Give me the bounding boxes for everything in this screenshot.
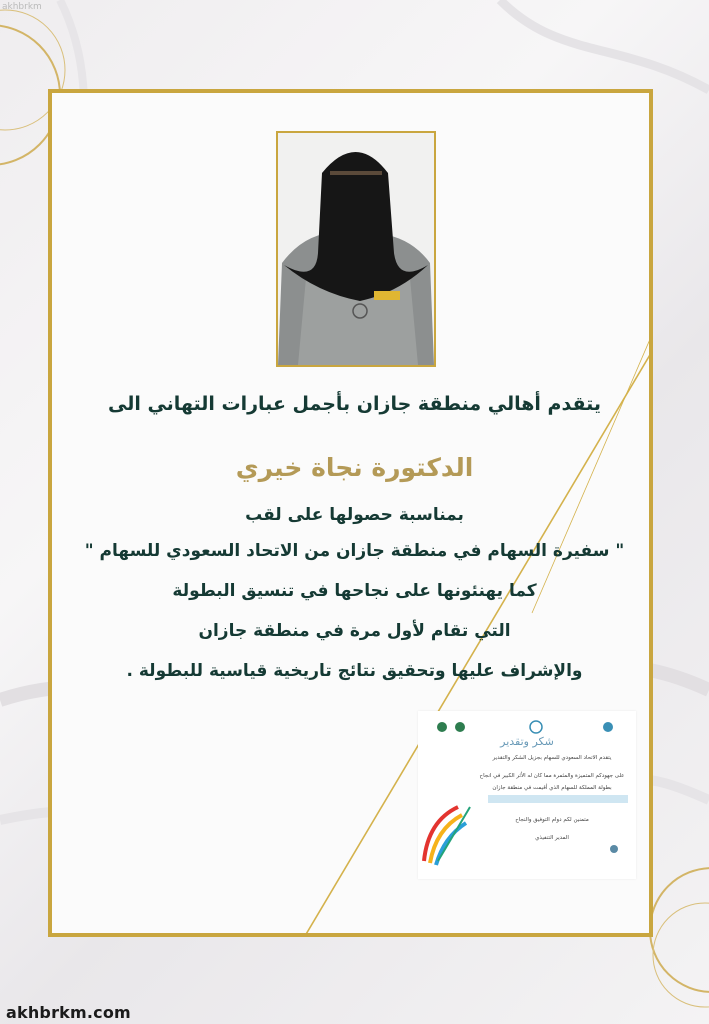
body-line-2: " سفيرة السهام في منطقة جازان من الاتحاد السعودي للسهام "	[84, 541, 625, 561]
top-watermark: akhbrkm	[2, 2, 42, 12]
body-line-5: والإشراف عليها وتحقيق نتائج تاريخية قياسية للبطولة .	[126, 661, 583, 681]
honoree-photo	[276, 131, 436, 367]
certificate-line-5: المدير التنفيذي	[535, 835, 569, 841]
certificate-line-2: على جهودكم المتميزة والمثمرة مما كان له الأثر الكبير في انجاح	[479, 773, 625, 779]
certificate-thumbnail	[418, 711, 636, 879]
certificate-line-3: بطولة المملكة للسهام الذي أقيمت في منطقة جازان	[492, 785, 612, 791]
certificate-title: شكر وتقدير	[500, 735, 554, 748]
intro-line: يتقدم أهالي منطقة جازان بأجمل عبارات التهاني الى	[107, 393, 602, 415]
body-line-4: التي تقام لأول مرة في منطقة جازان	[198, 621, 511, 641]
body-line-1: بمناسبة حصولها على لقب	[245, 505, 464, 525]
honoree-name: الدكتورة نجاة خيري	[235, 453, 474, 482]
body-line-3: كما يهنئونها على نجاحها في تنسيق البطولة	[172, 581, 537, 601]
site-watermark: akhbrkm.com	[6, 1003, 131, 1022]
certificate-line-1: يتقدم الاتحاد السعودي للسهام بجزيل الشكر والتقدير	[492, 755, 612, 761]
certificate-frame	[48, 89, 653, 937]
certificate-line-4: متمنين لكم دوام التوفيق والنجاح	[515, 817, 589, 823]
